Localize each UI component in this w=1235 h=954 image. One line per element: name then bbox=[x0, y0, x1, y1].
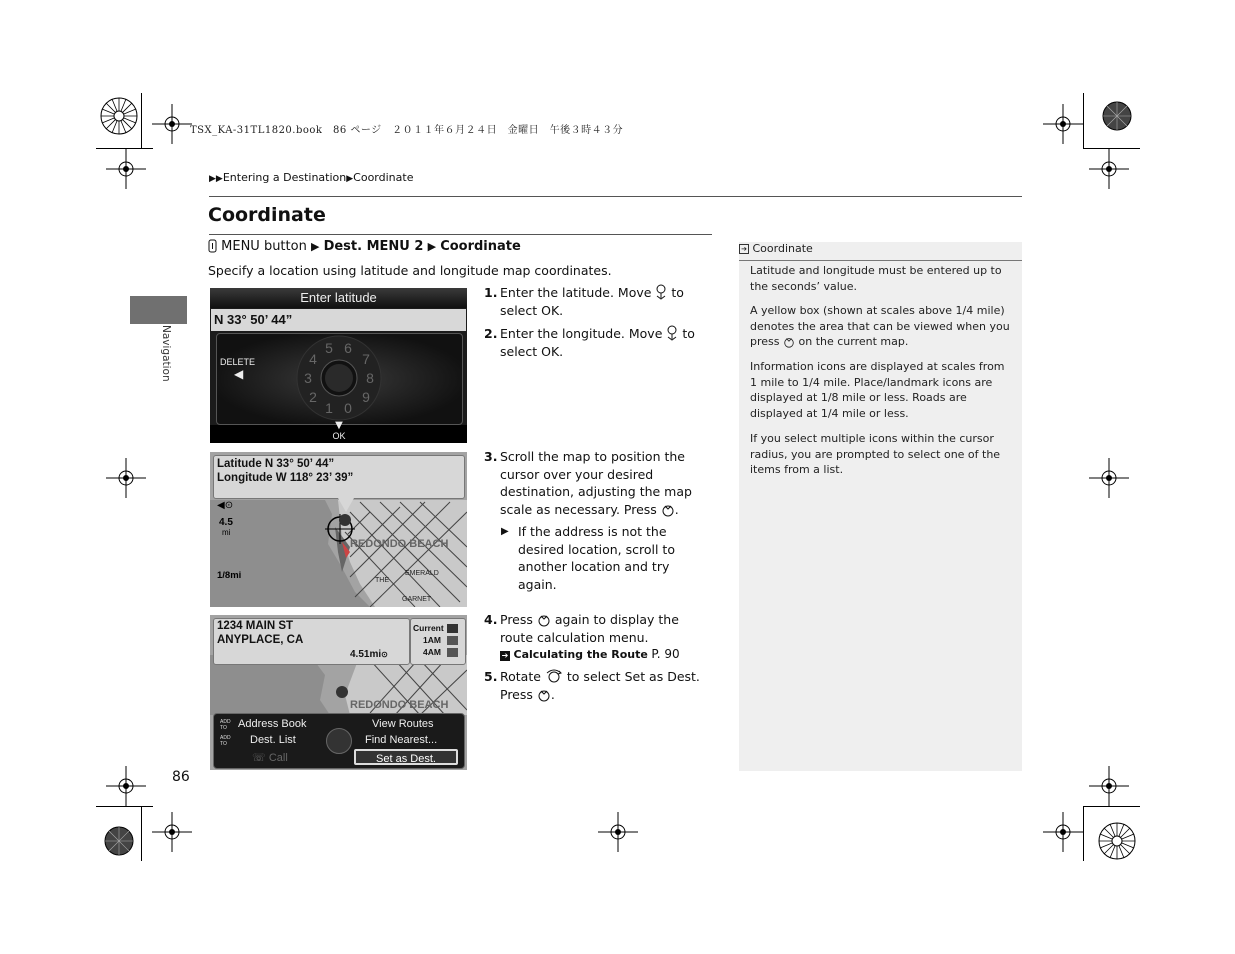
note-paragraph: If you select multiple icons within the cursor radius, you are prompted to select one of the items from a list. bbox=[750, 432, 1001, 476]
keypad-digit[interactable]: 1 bbox=[325, 400, 333, 416]
step-text bbox=[500, 284, 712, 319]
rotary-keypad[interactable] bbox=[288, 333, 388, 423]
crop-line bbox=[96, 806, 153, 807]
press-button-icon bbox=[661, 503, 675, 517]
step-note-text: If the address is not the desired location, scroll to another location and try again. bbox=[518, 524, 675, 592]
crosshair-icon bbox=[598, 812, 638, 852]
map-label: REDONDO BEACH bbox=[350, 538, 449, 550]
crop-line bbox=[96, 148, 153, 149]
menu-button-label: MENU button bbox=[221, 239, 307, 254]
crosshair-icon bbox=[1089, 149, 1129, 189]
menu-call[interactable] bbox=[252, 751, 288, 764]
delete-button[interactable] bbox=[220, 357, 270, 385]
map-label: EMERALD bbox=[405, 570, 439, 577]
crop-line bbox=[141, 93, 142, 148]
route-label-4am: 4AM bbox=[423, 647, 441, 657]
keypad-digit[interactable]: 8 bbox=[366, 370, 374, 386]
step-end: . bbox=[559, 343, 564, 359]
crop-line bbox=[1083, 806, 1084, 861]
registration-mark-icon bbox=[89, 86, 149, 146]
menu-call-label: Call bbox=[268, 752, 288, 764]
callout-pointer bbox=[338, 498, 354, 512]
menu-path bbox=[208, 239, 521, 254]
menu-find-nearest[interactable]: Find Nearest... bbox=[365, 734, 438, 746]
menu-address-book[interactable]: Address Book bbox=[238, 718, 307, 730]
step-text bbox=[500, 611, 712, 664]
page-number: 86 bbox=[172, 769, 190, 785]
scale-unit: mi bbox=[222, 528, 231, 537]
map-label: GARNET bbox=[402, 596, 432, 603]
joystick-icon bbox=[666, 325, 678, 341]
crosshair-icon bbox=[152, 812, 192, 852]
left-arrow-icon: ◀ bbox=[234, 367, 244, 381]
step-1 bbox=[484, 284, 712, 319]
step-text-part: Rotate bbox=[500, 669, 541, 684]
step-2 bbox=[484, 325, 712, 360]
direction-icon: ⊙ bbox=[381, 650, 388, 659]
steps-column bbox=[484, 284, 712, 724]
note-rule bbox=[739, 260, 1022, 261]
rotate-dial-icon bbox=[545, 668, 563, 684]
screenshot-enter-latitude bbox=[210, 288, 467, 443]
address-line2: ANYPLACE, CA bbox=[217, 634, 304, 646]
note-paragraph bbox=[750, 303, 1012, 350]
step-text-part: Enter the latitude. Move bbox=[500, 285, 652, 300]
step-text-part: to select bbox=[500, 326, 695, 359]
keypad-digit[interactable]: 3 bbox=[304, 370, 312, 386]
note-text-part: on the current map. bbox=[798, 335, 909, 348]
crosshair-icon bbox=[152, 104, 192, 144]
press-button-icon bbox=[537, 613, 551, 627]
step-number: 3. bbox=[484, 449, 498, 464]
crop-line bbox=[1083, 806, 1140, 807]
keypad-digit[interactable]: 4 bbox=[309, 351, 317, 367]
step-4 bbox=[484, 611, 712, 664]
keypad-digit[interactable]: 5 bbox=[325, 340, 333, 356]
step-number: 4. bbox=[484, 612, 498, 627]
step-end: . bbox=[550, 686, 555, 702]
crosshair-icon bbox=[1089, 458, 1129, 498]
note-heading-text: Coordinate bbox=[752, 242, 813, 255]
step-ok: OK bbox=[541, 302, 560, 318]
step-3 bbox=[484, 448, 712, 518]
keypad-digit[interactable]: 6 bbox=[344, 340, 352, 356]
title-rule bbox=[209, 234, 712, 235]
crosshair-icon bbox=[106, 766, 146, 806]
home-button-icon bbox=[208, 239, 217, 253]
crosshair-icon bbox=[1089, 766, 1129, 806]
step-3-note bbox=[501, 523, 711, 593]
registration-mark-icon bbox=[1087, 811, 1147, 871]
menu-view-routes[interactable]: View Routes bbox=[372, 718, 434, 730]
down-arrow-icon: ▼ bbox=[335, 420, 343, 431]
screen-header-text: Enter latitude bbox=[300, 290, 377, 305]
step-number: 2. bbox=[484, 326, 498, 341]
breadcrumb-level1: Entering a Destination bbox=[222, 171, 347, 184]
breadcrumb-arrow-icon: ▶▶ bbox=[209, 174, 223, 184]
scale-indicator[interactable]: 1/8mi bbox=[217, 570, 242, 581]
step-target: Set as Dest. bbox=[624, 669, 700, 684]
add-to-badge-icon: ADD TO bbox=[220, 735, 231, 747]
menu-knob-icon bbox=[326, 728, 352, 754]
breadcrumb-arrow-icon: ▶ bbox=[346, 174, 354, 184]
ok-button[interactable] bbox=[328, 421, 350, 441]
section-label: Navigation bbox=[160, 325, 172, 382]
longitude-readout: Longitude W 118° 23’ 39” bbox=[217, 472, 354, 484]
note-heading bbox=[739, 242, 1022, 260]
step-5 bbox=[484, 668, 712, 703]
address-line1: 1234 MAIN ST bbox=[217, 620, 294, 632]
crop-line bbox=[1083, 148, 1140, 149]
registration-mark-icon bbox=[1087, 86, 1147, 146]
menu-set-as-dest[interactable]: Set as Dest. bbox=[354, 749, 458, 765]
step-text bbox=[500, 448, 712, 518]
step-text-part: Enter the longitude. Move bbox=[500, 326, 663, 341]
route-flag-icon bbox=[447, 624, 458, 633]
crosshair-icon bbox=[1043, 104, 1083, 144]
map-label: REDONDO BEACH bbox=[350, 699, 449, 711]
step-text-part: to select bbox=[500, 285, 684, 318]
step-text-part: Scroll the map to position the cursor over your desired destination, adjusting the map scale as necessary. Press bbox=[500, 449, 692, 517]
intro-text: Specify a location using latitude and longitude map coordinates. bbox=[208, 263, 612, 278]
menu-item-coordinate: Coordinate bbox=[440, 239, 521, 254]
keypad-digit[interactable]: 7 bbox=[362, 351, 370, 367]
menu-dest-list[interactable]: Dest. List bbox=[250, 734, 296, 746]
cross-reference[interactable] bbox=[500, 646, 712, 664]
menu-arrow-icon: ▶ bbox=[427, 240, 437, 253]
crop-line bbox=[141, 806, 142, 861]
map-label: THE bbox=[375, 577, 389, 584]
ok-label: OK bbox=[332, 431, 346, 441]
keypad-digit[interactable]: 2 bbox=[309, 389, 317, 405]
press-button-icon bbox=[783, 336, 795, 348]
menu-item-dest-menu-2: Dest. MENU 2 bbox=[323, 239, 424, 254]
step-text bbox=[500, 668, 712, 703]
step-text bbox=[500, 325, 712, 360]
step-text-part: Press bbox=[500, 612, 533, 627]
route-flag-icon bbox=[447, 636, 458, 645]
reference-arrow-icon: ➔ bbox=[501, 651, 509, 660]
registration-mark-icon bbox=[89, 811, 149, 871]
step-text-part: again to display the route calculation menu. bbox=[500, 612, 679, 645]
note-bullet-icon: ➔ bbox=[739, 244, 749, 254]
screenshot-map-coordinates bbox=[210, 452, 467, 607]
crosshair-icon bbox=[1043, 812, 1083, 852]
add-to-badge-icon: ADD TO bbox=[220, 719, 231, 731]
keypad-digit[interactable]: 0 bbox=[344, 400, 352, 416]
distance-value: 4.51mi bbox=[350, 649, 382, 660]
step-end: . bbox=[559, 302, 564, 318]
note-text-part: A yellow box (shown at scales above 1/4 mile) denotes the area that can be viewed when you press bbox=[750, 304, 1010, 348]
crosshair-icon bbox=[106, 149, 146, 189]
crosshair-icon bbox=[106, 458, 146, 498]
step-number: 1. bbox=[484, 285, 498, 300]
reference-page: P. 90 bbox=[651, 647, 680, 661]
header-rule bbox=[209, 196, 1022, 197]
crop-line bbox=[1083, 93, 1084, 148]
delete-label: DELETE bbox=[220, 357, 256, 367]
menu-arrow-icon: ▶ bbox=[310, 240, 320, 253]
note-paragraph: Latitude and longitude must be entered up to the seconds’ value. bbox=[750, 264, 1002, 293]
route-flag-icon bbox=[447, 648, 458, 657]
reference-label[interactable]: Calculating the Route bbox=[513, 648, 648, 661]
press-button-icon bbox=[537, 688, 551, 702]
joystick-icon bbox=[655, 284, 667, 300]
page-title: Coordinate bbox=[208, 204, 326, 226]
breadcrumb-level2: Coordinate bbox=[353, 171, 414, 184]
step-end: . bbox=[674, 501, 679, 517]
note-arrow-icon: ▶ bbox=[501, 526, 509, 537]
route-label-current: Current bbox=[413, 623, 444, 633]
distance-readout bbox=[350, 649, 388, 660]
step-text-part: to select bbox=[566, 669, 621, 684]
screenshot-route-menu bbox=[210, 615, 467, 770]
compass-icon: ◀⊙ bbox=[217, 500, 234, 511]
latitude-readout: Latitude N 33° 50’ 44” bbox=[217, 458, 335, 470]
section-tab bbox=[130, 296, 187, 324]
phone-icon: ☏ bbox=[252, 752, 266, 764]
breadcrumb bbox=[209, 171, 413, 184]
step-ok: OK bbox=[541, 343, 560, 359]
print-header: TSX_KA-31TL1820.book 86 ページ ２０１１年６月２４日 金曜日 午後３時４３分 bbox=[190, 125, 624, 136]
step-text-part: Press bbox=[500, 686, 533, 702]
note-paragraph: Information icons are displayed at scales from 1 mile to 1/4 mile. Place/landmark icons are displayed at 1/8 mile or less. Roads are displayed at 1/4 mile or less. bbox=[750, 360, 1005, 420]
scale-value: 4.5 bbox=[219, 517, 233, 528]
latitude-value: N 33° 50’ 44” bbox=[214, 312, 293, 327]
step-number: 5. bbox=[484, 669, 498, 684]
route-label-1am: 1AM bbox=[423, 635, 441, 645]
keypad-digit[interactable]: 9 bbox=[362, 389, 370, 405]
